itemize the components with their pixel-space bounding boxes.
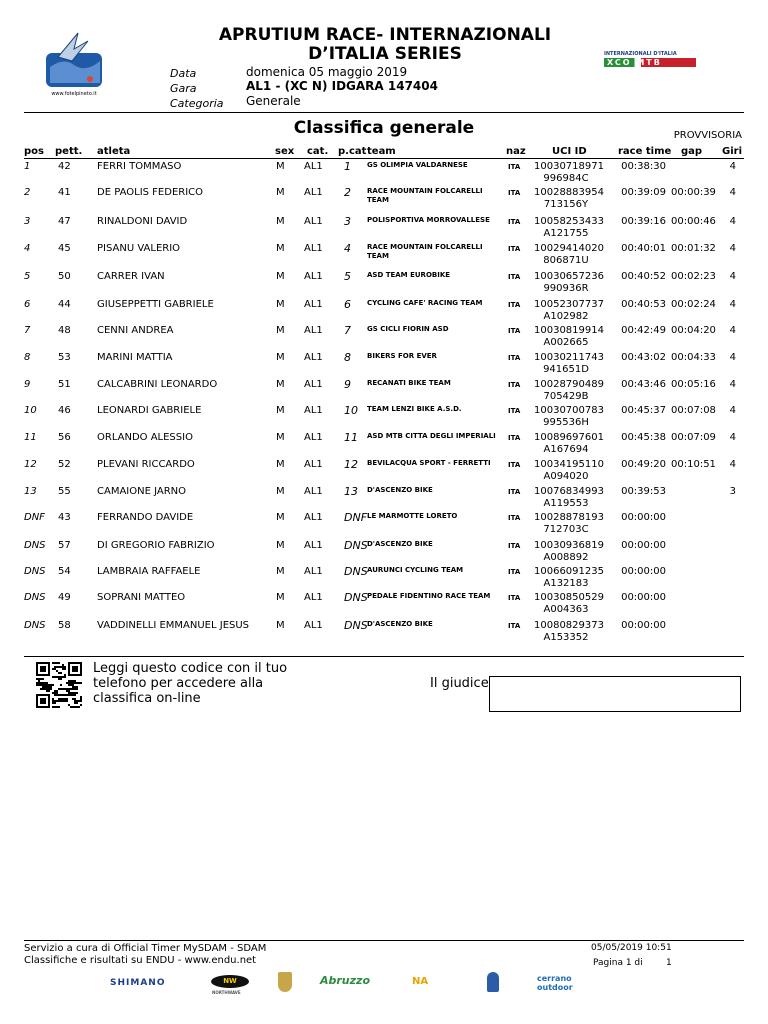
cell-pcat: 8 bbox=[344, 351, 351, 364]
cell-team: ASD MTB CITTA DEGLI IMPERIALI bbox=[367, 432, 496, 440]
cell-pcat: 4 bbox=[344, 242, 351, 255]
race-title-line1: APRUTIUM RACE- INTERNAZIONALI bbox=[218, 25, 552, 45]
cell-sex: M bbox=[276, 243, 285, 254]
sponsor-cerrano-logo: cerrano outdoor bbox=[537, 974, 573, 992]
cell-uci: 10030718971 996984C bbox=[534, 161, 604, 184]
cell-sex: M bbox=[276, 486, 285, 497]
cell-pos: 11 bbox=[24, 432, 37, 443]
table-row bbox=[24, 352, 744, 378]
cell-team: PEDALE FIDENTINO RACE TEAM bbox=[367, 592, 491, 600]
cell-giri: 4 bbox=[729, 379, 736, 390]
cell-pcat: DNS bbox=[344, 591, 368, 604]
cell-naz: ITA bbox=[508, 407, 521, 415]
header-divider bbox=[24, 112, 744, 113]
cell-giri: 3 bbox=[729, 486, 736, 497]
cell-cat: AL1 bbox=[304, 243, 323, 254]
cell-uci: 10030700783 995536H bbox=[534, 405, 604, 428]
cell-cat: AL1 bbox=[304, 405, 323, 416]
cell-sex: M bbox=[276, 299, 285, 310]
cell-pos: 12 bbox=[24, 459, 37, 470]
cell-pos: 2 bbox=[24, 187, 31, 198]
cell-gap: 00:05:16 bbox=[671, 379, 716, 390]
cell-time: 00:42:49 bbox=[621, 325, 666, 336]
cell-pcat: 11 bbox=[344, 431, 358, 444]
cell-pett: 57 bbox=[58, 540, 71, 551]
cell-cat: AL1 bbox=[304, 352, 323, 363]
cell-giri: 4 bbox=[729, 352, 736, 363]
cell-sex: M bbox=[276, 379, 285, 390]
cell-team: RECANATI BIKE TEAM bbox=[367, 379, 451, 387]
section-title: Classifica generale bbox=[293, 118, 475, 138]
cell-pett: 50 bbox=[58, 271, 71, 282]
col-uci: UCI ID bbox=[552, 146, 587, 157]
cell-pett: 56 bbox=[58, 432, 71, 443]
cell-pcat: 13 bbox=[344, 485, 358, 498]
cell-naz: ITA bbox=[508, 245, 521, 253]
sponsor-na-logo: NA bbox=[412, 976, 429, 987]
cell-naz: ITA bbox=[508, 301, 521, 309]
sponsor-northwave-label: NORTHWAVE bbox=[212, 990, 241, 995]
col-naz: naz bbox=[506, 146, 526, 157]
cell-pcat: DNS bbox=[344, 619, 368, 632]
cell-cat: AL1 bbox=[304, 486, 323, 497]
cell-sex: M bbox=[276, 352, 285, 363]
col-sex: sex bbox=[275, 146, 295, 157]
cell-pos: DNS bbox=[24, 566, 46, 577]
cell-time: 00:40:01 bbox=[621, 243, 666, 254]
cell-uci: 10058253433 A121755 bbox=[534, 216, 604, 239]
cell-uci: 10030657236 990936R bbox=[534, 271, 604, 294]
cell-pett: 51 bbox=[58, 379, 71, 390]
cell-pett: 45 bbox=[58, 243, 71, 254]
cell-time: 00:00:00 bbox=[621, 512, 666, 523]
cell-pcat: DNS bbox=[344, 565, 368, 578]
table-bottom-divider bbox=[24, 656, 744, 657]
cell-naz: ITA bbox=[508, 461, 521, 469]
cell-time: 00:00:00 bbox=[621, 540, 666, 551]
cell-atleta: LEONARDI GABRIELE bbox=[97, 405, 202, 416]
cell-gap: 00:00:46 bbox=[671, 216, 716, 227]
cell-team: GS OLIMPIA VALDARNESE bbox=[367, 161, 468, 169]
table-row bbox=[24, 459, 744, 485]
cell-gap: 00:07:08 bbox=[671, 405, 716, 416]
meta-label-category: Categoria bbox=[170, 97, 224, 110]
cycling-federation-icon bbox=[487, 972, 499, 992]
meta-label-date: Data bbox=[170, 67, 197, 80]
cell-cat: AL1 bbox=[304, 299, 323, 310]
cell-pcat: 3 bbox=[344, 215, 351, 228]
cell-atleta: CAMAIONE JARNO bbox=[97, 486, 187, 497]
cell-atleta: MARINI MATTIA bbox=[97, 352, 173, 363]
cell-pcat: 2 bbox=[344, 186, 351, 199]
cell-giri: 4 bbox=[729, 216, 736, 227]
table-row bbox=[24, 540, 744, 566]
cell-pcat: 7 bbox=[344, 324, 351, 337]
cell-uci: 10030211743 941651D bbox=[534, 352, 604, 375]
cell-pett: 58 bbox=[58, 620, 71, 631]
cell-naz: ITA bbox=[508, 434, 521, 442]
cell-atleta: GIUSEPPETTI GABRIELE bbox=[97, 299, 214, 310]
cell-pett: 43 bbox=[58, 512, 71, 523]
table-row bbox=[24, 187, 744, 213]
col-team: team bbox=[367, 146, 396, 157]
cell-pos: 1 bbox=[24, 161, 31, 172]
cell-gap: 00:00:39 bbox=[671, 187, 716, 198]
race-category: Generale bbox=[246, 94, 301, 108]
cell-gap: 00:02:24 bbox=[671, 299, 716, 310]
cell-pos: 10 bbox=[24, 405, 37, 416]
col-pett: pett. bbox=[55, 146, 83, 157]
cell-naz: ITA bbox=[508, 218, 521, 226]
cell-team: TEAM LENZI BIKE A.S.D. bbox=[367, 405, 462, 413]
table-row bbox=[24, 405, 744, 431]
cell-naz: ITA bbox=[508, 163, 521, 171]
cell-sex: M bbox=[276, 405, 285, 416]
cell-time: 00:00:00 bbox=[621, 592, 666, 603]
cell-uci: 10080829373 A153352 bbox=[534, 620, 604, 643]
table-row bbox=[24, 299, 744, 325]
cell-giri: 4 bbox=[729, 187, 736, 198]
organizer-logo-url: www.fotelpineto.it bbox=[51, 91, 97, 97]
col-time: race time bbox=[618, 146, 672, 157]
cell-naz: ITA bbox=[508, 354, 521, 362]
cell-uci: 10089697601 A167694 bbox=[534, 432, 604, 455]
cell-giri: 4 bbox=[729, 243, 736, 254]
table-row bbox=[24, 243, 744, 269]
col-giri: Giri bbox=[722, 146, 742, 157]
cell-team: D'ASCENZO BIKE bbox=[367, 620, 433, 628]
footer-service: Servizio a cura di Official Timer MySDAM - SDAM bbox=[24, 943, 267, 954]
cell-pos: DNS bbox=[24, 540, 46, 551]
cell-team: LE MARMOTTE LORETO bbox=[367, 512, 458, 520]
cell-atleta: DI GREGORIO FABRIZIO bbox=[97, 540, 215, 551]
cell-cat: AL1 bbox=[304, 566, 323, 577]
cell-giri: 4 bbox=[729, 299, 736, 310]
cell-pett: 46 bbox=[58, 405, 71, 416]
footer-datetime: 05/05/2019 10:51 bbox=[591, 943, 672, 953]
organizer-logo bbox=[44, 27, 104, 97]
cell-pos: DNS bbox=[24, 592, 46, 603]
cell-naz: ITA bbox=[508, 189, 521, 197]
cell-pcat: 1 bbox=[344, 160, 351, 173]
sponsor-northwave-logo: NW bbox=[211, 975, 249, 988]
sponsor-abruzzo-logo: Abruzzo bbox=[320, 974, 371, 987]
cell-team: GS CICLI FIORIN ASD bbox=[367, 325, 449, 333]
status-badge: PROVVISORIA bbox=[673, 130, 742, 141]
cell-time: 00:43:02 bbox=[621, 352, 666, 363]
cell-pos: 3 bbox=[24, 216, 31, 227]
table-row bbox=[24, 620, 744, 646]
sponsor-shimano-logo: SHIMANO bbox=[110, 978, 166, 988]
series-logo bbox=[604, 51, 696, 67]
cell-pett: 49 bbox=[58, 592, 71, 603]
cell-pcat: 9 bbox=[344, 378, 351, 391]
cell-pett: 52 bbox=[58, 459, 71, 470]
table-row bbox=[24, 486, 744, 512]
cell-time: 00:40:52 bbox=[621, 271, 666, 282]
cell-sex: M bbox=[276, 187, 285, 198]
table-row bbox=[24, 271, 744, 297]
col-cat: cat. bbox=[307, 146, 329, 157]
table-row bbox=[24, 161, 744, 187]
cell-pett: 47 bbox=[58, 216, 71, 227]
cell-sex: M bbox=[276, 271, 285, 282]
cell-uci: 10076834993 A119553 bbox=[534, 486, 604, 509]
cell-atleta: FERRANDO DAVIDE bbox=[97, 512, 194, 523]
cell-pett: 42 bbox=[58, 161, 71, 172]
race-date: domenica 05 maggio 2019 bbox=[246, 65, 408, 79]
cell-sex: M bbox=[276, 540, 285, 551]
cell-team: AURUNCI CYCLING TEAM bbox=[367, 566, 464, 574]
cell-pos: 5 bbox=[24, 271, 31, 282]
cell-pcat: 6 bbox=[344, 298, 351, 311]
cell-atleta: RINALDONI DAVID bbox=[97, 216, 188, 227]
cell-uci: 10028883954 713156Y bbox=[534, 187, 604, 210]
cell-cat: AL1 bbox=[304, 620, 323, 631]
cell-time: 00:39:09 bbox=[621, 187, 666, 198]
cell-team: BIKERS FOR EVER bbox=[367, 352, 437, 360]
cell-naz: ITA bbox=[508, 514, 521, 522]
cell-pos: DNS bbox=[24, 620, 46, 631]
cell-team: RACE MOUNTAIN FOLCARELLI TEAM bbox=[367, 243, 483, 260]
footer-divider bbox=[24, 940, 744, 941]
cell-sex: M bbox=[276, 620, 285, 631]
col-gap: gap bbox=[681, 146, 703, 157]
cell-giri: 4 bbox=[729, 405, 736, 416]
results-table-header bbox=[24, 146, 744, 158]
cell-pett: 54 bbox=[58, 566, 71, 577]
cell-sex: M bbox=[276, 325, 285, 336]
cell-cat: AL1 bbox=[304, 187, 323, 198]
table-row bbox=[24, 566, 744, 592]
cell-pett: 41 bbox=[58, 187, 71, 198]
cell-time: 00:00:00 bbox=[621, 566, 666, 577]
cell-pos: 8 bbox=[24, 352, 31, 363]
cell-gap: 00:02:23 bbox=[671, 271, 716, 282]
table-row bbox=[24, 592, 744, 618]
footer-results-link[interactable]: Classifiche e risultati su ENDU - www.endu.net bbox=[24, 955, 257, 966]
cell-pos: DNF bbox=[24, 512, 45, 523]
cell-atleta: PLEVANI RICCARDO bbox=[97, 459, 195, 470]
cell-uci: 10029414020 806871U bbox=[534, 243, 604, 266]
judge-signature-box bbox=[489, 676, 741, 712]
cell-atleta: CALCABRINI LEONARDO bbox=[97, 379, 218, 390]
cell-sex: M bbox=[276, 459, 285, 470]
cell-atleta: PISANU VALERIO bbox=[97, 243, 181, 254]
cell-time: 00:40:53 bbox=[621, 299, 666, 310]
cell-time: 00:39:53 bbox=[621, 486, 666, 497]
meta-label-race: Gara bbox=[170, 82, 197, 95]
cell-pos: 7 bbox=[24, 325, 31, 336]
cell-time: 00:49:20 bbox=[621, 459, 666, 470]
cell-gap: 00:04:20 bbox=[671, 325, 716, 336]
cell-gap: 00:07:09 bbox=[671, 432, 716, 443]
cell-team: D'ASCENZO BIKE bbox=[367, 540, 433, 548]
cell-naz: ITA bbox=[508, 568, 521, 576]
cell-giri: 4 bbox=[729, 161, 736, 172]
cell-pcat: DNS bbox=[344, 539, 368, 552]
table-header-divider bbox=[24, 158, 744, 159]
cell-time: 00:43:46 bbox=[621, 379, 666, 390]
cell-atleta: DE PAOLIS FEDERICO bbox=[97, 187, 204, 198]
col-pcat: p.cat bbox=[338, 146, 367, 157]
cell-cat: AL1 bbox=[304, 216, 323, 227]
cell-cat: AL1 bbox=[304, 512, 323, 523]
cell-naz: ITA bbox=[508, 622, 521, 630]
cell-sex: M bbox=[276, 592, 285, 603]
judge-label: Il giudice bbox=[430, 676, 489, 691]
cell-gap: 00:10:51 bbox=[671, 459, 716, 470]
table-row bbox=[24, 325, 744, 351]
cell-uci: 10030936819 A008892 bbox=[534, 540, 604, 563]
cell-naz: ITA bbox=[508, 594, 521, 602]
col-pos: pos bbox=[24, 146, 44, 157]
cell-pcat: 12 bbox=[344, 458, 358, 471]
table-row bbox=[24, 216, 744, 242]
cell-team: D'ASCENZO BIKE bbox=[367, 486, 433, 494]
cell-sex: M bbox=[276, 512, 285, 523]
cell-cat: AL1 bbox=[304, 540, 323, 551]
cell-pcat: 10 bbox=[344, 404, 358, 417]
cell-time: 00:39:16 bbox=[621, 216, 666, 227]
cell-uci: 10066091235 A132183 bbox=[534, 566, 604, 589]
cell-uci: 10034195110 A094020 bbox=[534, 459, 604, 482]
cell-atleta: ORLANDO ALESSIO bbox=[97, 432, 193, 443]
cell-team: CYCLING CAFE' RACING TEAM bbox=[367, 299, 483, 307]
cell-uci: 10028878193 712703C bbox=[534, 512, 604, 535]
cell-time: 00:45:37 bbox=[621, 405, 666, 416]
cell-atleta: CARRER IVAN bbox=[97, 271, 165, 282]
cell-pett: 48 bbox=[58, 325, 71, 336]
cell-naz: ITA bbox=[508, 381, 521, 389]
footer-page-label: Pagina 1 di bbox=[593, 958, 643, 968]
cell-pos: 6 bbox=[24, 299, 31, 310]
cell-cat: AL1 bbox=[304, 379, 323, 390]
cell-sex: M bbox=[276, 432, 285, 443]
cell-uci: 10030819914 A002665 bbox=[534, 325, 604, 348]
cell-pos: 9 bbox=[24, 379, 31, 390]
race-id: AL1 - (XC N) IDGARA 147404 bbox=[246, 79, 438, 93]
municipal-crest-icon bbox=[278, 972, 292, 992]
cell-team: ASD TEAM EUROBIKE bbox=[367, 271, 451, 279]
table-row bbox=[24, 379, 744, 405]
cell-atleta: CENNI ANDREA bbox=[97, 325, 174, 336]
cell-naz: ITA bbox=[508, 273, 521, 281]
cell-giri: 4 bbox=[729, 459, 736, 470]
cell-time: 00:38:30 bbox=[621, 161, 666, 172]
race-title-line2: D’ITALIA SERIES bbox=[308, 44, 462, 64]
cell-cat: AL1 bbox=[304, 432, 323, 443]
cell-team: BEVILACQUA SPORT - FERRETTI bbox=[367, 459, 491, 467]
cell-giri: 4 bbox=[729, 325, 736, 336]
table-row bbox=[24, 512, 744, 538]
cell-team: POLISPORTIVA MORROVALLESE bbox=[367, 216, 490, 224]
cell-naz: ITA bbox=[508, 542, 521, 550]
cell-pcat: 5 bbox=[344, 270, 351, 283]
cell-cat: AL1 bbox=[304, 161, 323, 172]
cell-pcat: DNF bbox=[344, 511, 368, 524]
cell-atleta: SOPRANI MATTEO bbox=[97, 592, 186, 603]
series-logo-text: INTERNAZIONALI D'ITALIA bbox=[604, 51, 677, 57]
cell-cat: AL1 bbox=[304, 459, 323, 470]
qr-code[interactable] bbox=[36, 662, 82, 708]
cell-uci: 10052307737 A102982 bbox=[534, 299, 604, 322]
cell-giri: 4 bbox=[729, 271, 736, 282]
cell-cat: AL1 bbox=[304, 592, 323, 603]
cell-team: RACE MOUNTAIN FOLCARELLI TEAM bbox=[367, 187, 483, 204]
series-logo-sub: XCO MTB bbox=[604, 58, 696, 67]
cell-giri: 4 bbox=[729, 432, 736, 443]
cell-gap: 00:01:32 bbox=[671, 243, 716, 254]
cell-uci: 10030850529 A004363 bbox=[534, 592, 604, 615]
footer-page-total: 1 bbox=[666, 958, 672, 968]
cell-time: 00:00:00 bbox=[621, 620, 666, 631]
cell-naz: ITA bbox=[508, 488, 521, 496]
cell-pos: 4 bbox=[24, 243, 31, 254]
cell-sex: M bbox=[276, 216, 285, 227]
cell-cat: AL1 bbox=[304, 325, 323, 336]
cell-time: 00:45:38 bbox=[621, 432, 666, 443]
cell-sex: M bbox=[276, 161, 285, 172]
cell-atleta: LAMBRAIA RAFFAELE bbox=[97, 566, 201, 577]
cell-pett: 53 bbox=[58, 352, 71, 363]
cell-naz: ITA bbox=[508, 327, 521, 335]
cell-uci: 10028790489 705429B bbox=[534, 379, 604, 402]
col-atleta: atleta bbox=[97, 146, 131, 157]
cell-cat: AL1 bbox=[304, 271, 323, 282]
cell-atleta: VADDINELLI EMMANUEL JESUS bbox=[97, 620, 250, 631]
cell-pos: 13 bbox=[24, 486, 37, 497]
table-row bbox=[24, 432, 744, 458]
qr-instructions: Leggi questo codice con il tuo telefono per accedere alla classifica on-line bbox=[93, 661, 288, 706]
cell-gap: 00:04:33 bbox=[671, 352, 716, 363]
cell-sex: M bbox=[276, 566, 285, 577]
cell-pett: 44 bbox=[58, 299, 71, 310]
cell-pett: 55 bbox=[58, 486, 71, 497]
cell-atleta: FERRI TOMMASO bbox=[97, 161, 182, 172]
